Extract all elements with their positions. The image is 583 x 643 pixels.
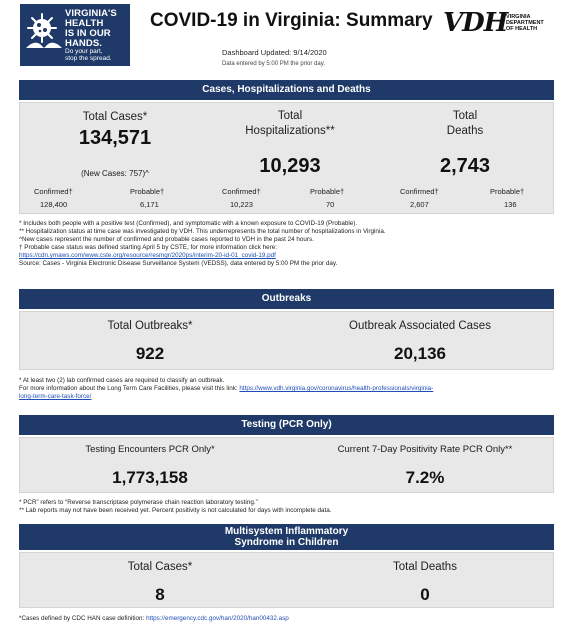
deaths-label-line2: Deaths — [446, 125, 484, 137]
testing-encounters-label: Testing Encounters PCR Only* — [85, 444, 215, 455]
ltc-task-force-link[interactable]: https://www.vdh.virginia.gov/coronavirus/health-professionals/virginia- — [239, 385, 434, 392]
data-entry-note: Data entered by 5:00 PM the prior day. — [222, 61, 325, 67]
vdh-letters: VDH — [443, 8, 508, 38]
dashboard-header — [0, 0, 583, 78]
cases-confirmed-label: Confirmed† — [34, 187, 73, 196]
testing-panel — [19, 437, 554, 493]
cases-section-header: Cases, Hospitalizations and Deaths — [19, 80, 554, 100]
outbreaks-footnotes — [19, 377, 559, 401]
deaths-confirmed-label: Confirmed† — [400, 187, 439, 196]
logo-line: HEALTH — [65, 18, 104, 29]
dashboard-updated-date: Dashboard Updated: 9/14/2020 — [222, 48, 327, 57]
footnote: ** Hospitalization status at time case was investigated by VDH. This underrepresents the total number of hospitalizations in Virginia. — [19, 228, 386, 235]
footnote: * At least two (2) lab confirmed cases are required to classify an outbreak. — [19, 377, 225, 384]
vdh-department-name — [506, 14, 544, 32]
footnote: ** Lab reports may not have been received yet. Percent positivity is not calculated for days with incomplete data. — [19, 507, 332, 514]
mis-c-total-deaths-label: Total Deaths — [393, 561, 457, 573]
footnote — [19, 385, 559, 393]
outbreaks-panel — [19, 311, 554, 370]
logo-text — [65, 9, 117, 49]
cases-probable-value: 6,171 — [140, 200, 159, 209]
health-in-our-hands-logo — [20, 4, 130, 66]
cases-panel — [19, 102, 554, 214]
new-cases-count: (New Cases: 757)^ — [81, 169, 149, 178]
virus-hands-icon — [24, 10, 64, 50]
vdh-logo — [443, 10, 555, 42]
total-cases-label: Total Cases* — [82, 111, 148, 123]
mis-c-panel — [19, 552, 554, 608]
logo-line: VIRGINIA'S — [65, 8, 117, 19]
footnote-text: *Cases defined by CDC HAN case definition: — [19, 615, 147, 622]
outbreaks-section-header: Outbreaks — [19, 289, 554, 309]
total-outbreaks-label: Total Outbreaks* — [107, 320, 193, 332]
outbreak-associated-cases-value: 20,136 — [394, 344, 446, 363]
logo-line: IS IN OUR — [65, 28, 111, 39]
cases-probable-label: Probable† — [130, 187, 165, 196]
mis-c-footnote — [19, 615, 559, 623]
hospitalizations-probable-value: 70 — [326, 200, 335, 209]
hospitalizations-label-line1: Total — [277, 110, 303, 122]
deaths-probable-value: 136 — [504, 200, 517, 209]
vdh-dept-line: DEPARTMENT — [506, 20, 544, 26]
logo-tagline — [65, 48, 112, 62]
vdh-dept-line: VIRGINIA — [506, 14, 531, 20]
deaths-value: 2,743 — [439, 155, 491, 177]
data-source-note: Source: Cases - Virginia Electronic Disease Surveillance System (VEDSS), data entered by 5:00 PM the prior day. — [19, 260, 338, 267]
cdc-han-link[interactable]: https://emergency.cdc.gov/han/2020/han00432.asp — [146, 615, 289, 622]
logo-line: HANDS. — [65, 38, 103, 49]
logo-tagline-line: Do your part, — [65, 48, 103, 55]
total-cases-value: 134,571 — [78, 127, 152, 149]
outbreak-associated-cases-label: Outbreak Associated Cases — [349, 320, 491, 332]
mis-c-total-cases-value: 8 — [155, 585, 165, 604]
positivity-rate-value: 7.2% — [405, 468, 445, 487]
mis-c-section-header — [19, 524, 554, 550]
deaths-label-line1: Total — [452, 110, 478, 122]
hospitalizations-label-line2: Hospitalizations** — [245, 125, 335, 137]
footnote: † Probable case status was defined starting April 5 by CSTE, for more information click here: — [19, 244, 277, 251]
deaths-probable-label: Probable† — [490, 187, 525, 196]
mis-c-title-line2: Syndrome in Children — [234, 537, 339, 548]
mis-c-total-deaths-value: 0 — [420, 585, 430, 604]
hospitalizations-confirmed-label: Confirmed† — [222, 187, 261, 196]
footnote: * PCR” refers to “Reverse transcriptase polymerase chain reaction laboratory testing.” — [19, 499, 258, 506]
mis-c-title-line1: Multisystem Inflammatory — [224, 526, 349, 537]
testing-encounters-value: 1,773,158 — [112, 468, 188, 487]
footnote: * Includes both people with a positive test (Confirmed), and symptomatic with a known exposure to COVID-19 (Probable). — [19, 220, 358, 227]
hospitalizations-probable-label: Probable† — [310, 187, 345, 196]
hospitalizations-confirmed-value: 10,223 — [230, 200, 253, 209]
positivity-rate-label: Current 7-Day Positivity Rate PCR Only** — [337, 444, 513, 455]
mis-c-total-cases-label: Total Cases* — [127, 561, 193, 573]
cste-definition-link[interactable]: https://cdn.ymaws.com/www.cste.org/resource/resmgr/2020ps/interim-20-id-01_covid-19.pdf — [19, 252, 276, 259]
cases-footnotes — [19, 220, 559, 268]
total-outbreaks-value: 922 — [135, 344, 165, 363]
cases-confirmed-value: 128,400 — [40, 200, 68, 209]
hospitalizations-value: 10,293 — [259, 155, 321, 177]
testing-footnotes — [19, 499, 559, 515]
page-title: COVID-19 in Virginia: Summary — [150, 10, 433, 31]
deaths-confirmed-value: 2,607 — [410, 200, 429, 209]
ltc-task-force-link-cont[interactable]: long-term-care-task-force/ — [19, 393, 92, 400]
logo-tagline-line: stop the spread. — [65, 55, 112, 62]
vdh-dept-line: OF HEALTH — [506, 26, 538, 32]
testing-section-header: Testing (PCR Only) — [19, 415, 554, 435]
footnote: ^New cases represent the number of confirmed and probable cases reported to VDH in the past 24 hours. — [19, 236, 314, 243]
footnote-text: For more information about the Long Term Care Facilities, please visit this link: — [19, 385, 240, 392]
